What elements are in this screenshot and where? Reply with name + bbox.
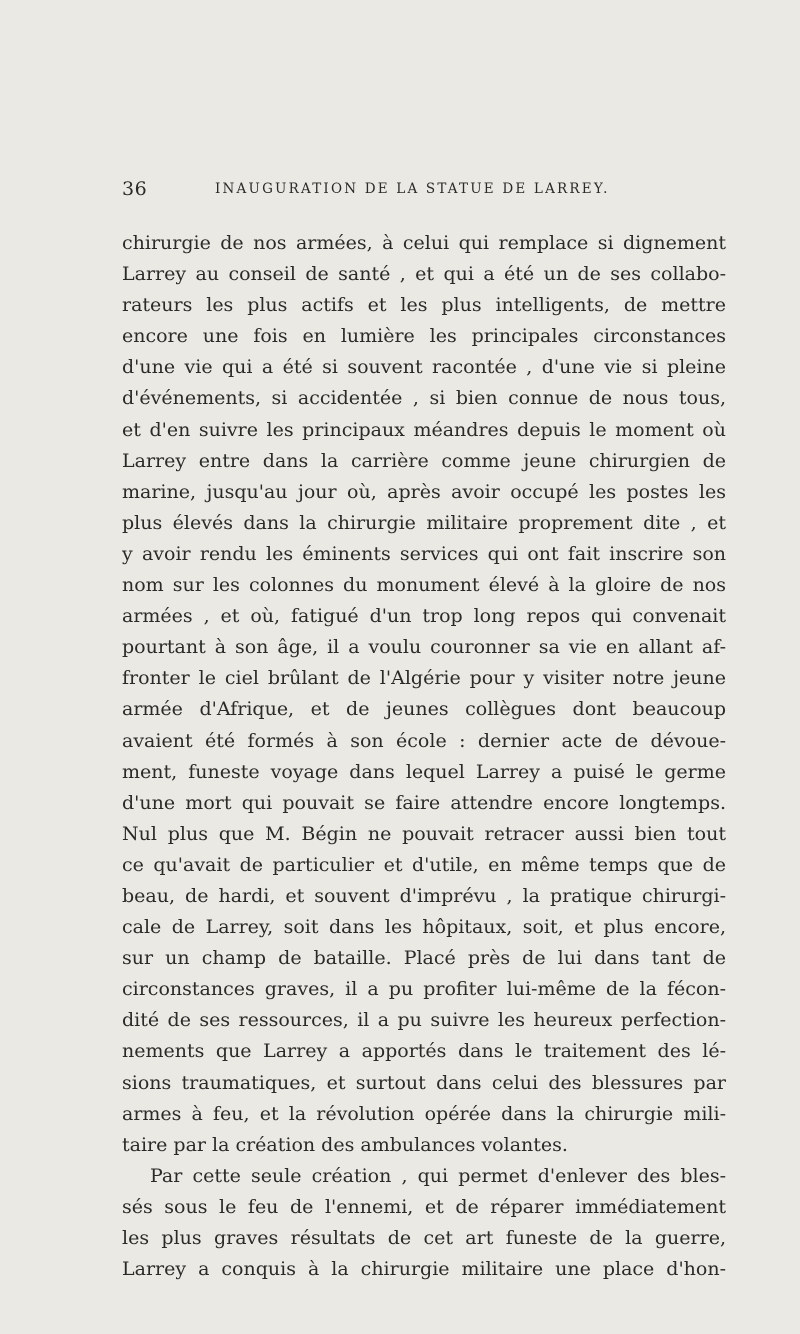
text-line: d'une vie qui a été si souvent racontée , d'une vie si pleine	[122, 356, 726, 379]
text-line: Larrey a conquis à la chirurgie militaire une place d'hon-	[122, 1258, 726, 1281]
text-line: nements que Larrey a apportés dans le traitement des lé-	[122, 1040, 726, 1063]
text-line: Nul plus que M. Bégin ne pouvait retracer aussi bien tout	[122, 822, 726, 845]
page-number: 36	[122, 178, 148, 200]
text-line: Larrey entre dans la carrière comme jeune chirurgien de	[122, 449, 726, 472]
text-line: armes à feu, et la révolution opérée dans la chirurgie mili-	[122, 1102, 726, 1125]
text-line: dité de ses ressources, il a pu suivre les heureux perfection-	[122, 1009, 726, 1032]
text-line: taire par la création des ambulances volantes.	[122, 1133, 568, 1156]
text-line: Larrey au conseil de santé , et qui a été un de ses collabo-	[122, 263, 726, 286]
page-header	[122, 178, 722, 202]
text-line: rateurs les plus actifs et les plus intelligents, de mettre	[122, 294, 726, 317]
text-line: marine, jusqu'au jour où, après avoir occupé les postes les	[122, 480, 726, 503]
text-line: d'une mort qui pouvait se faire attendre encore longtemps.	[122, 791, 726, 814]
text-line: avaient été formés à son école : dernier acte de dévoue-	[122, 729, 726, 752]
text-line: cale de Larrey, soit dans les hôpitaux, soit, et plus encore,	[122, 916, 726, 939]
text-line: armée d'Afrique, et de jeunes collègues dont beaucoup	[122, 698, 726, 721]
text-line: sions traumatiques, et surtout dans celui des blessures par	[122, 1071, 726, 1094]
text-line: armées , et où, fatigué d'un trop long repos qui convenait	[122, 605, 726, 628]
text-line: et d'en suivre les principaux méandres depuis le moment où	[122, 418, 726, 441]
running-title: INAUGURATION DE LA STATUE DE LARREY.	[215, 181, 610, 197]
text-line: les plus graves résultats de cet art funeste de la guerre,	[122, 1227, 726, 1249]
text-line: ce qu'avait de particulier et d'utile, en même temps que de	[122, 853, 726, 876]
text-line: y avoir rendu les éminents services qui ont fait inscrire son	[122, 542, 726, 565]
text-line: fronter le ciel brûlant de l'Algérie pour y visiter notre jeune	[122, 667, 726, 690]
text-line: d'événements, si accidentée , si bien connue de nous tous,	[122, 387, 726, 410]
text-line: pourtant à son âge, il a voulu couronner sa vie en allant af-	[122, 636, 726, 659]
text-line: beau, de hardi, et souvent d'imprévu , la pratique chirurgi-	[122, 884, 726, 907]
text-line: encore une fois en lumière les principales circonstances	[122, 325, 726, 348]
text-line: circonstances graves, il a pu profiter lui-même de la fécon-	[122, 978, 726, 1001]
body-text	[122, 228, 726, 1285]
text-line: sur un champ de bataille. Placé près de lui dans tant de	[122, 947, 726, 970]
text-line: ment, funeste voyage dans lequel Larrey a puisé le germe	[122, 760, 726, 783]
text-line: nom sur les colonnes du monument élevé à la gloire de nos	[122, 574, 726, 597]
text-line: chirurgie de nos armées, à celui qui remplace si dignement	[122, 232, 726, 254]
text-line: sés sous le feu de l'ennemi, et de réparer immédiatement	[122, 1195, 726, 1218]
text-line: Par cette seule création , qui permet d'enlever des bles-	[150, 1164, 726, 1187]
text-line: plus élevés dans la chirurgie militaire proprement dite , et	[122, 511, 726, 534]
